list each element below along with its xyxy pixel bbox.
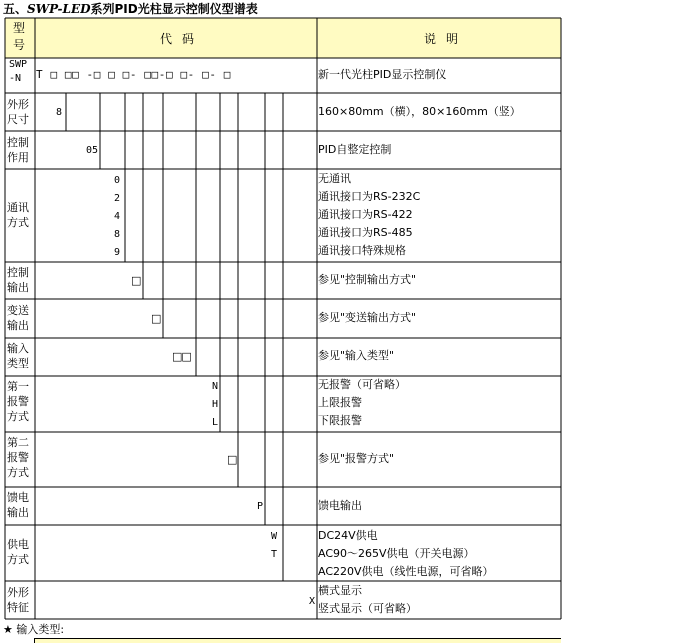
code-size: 8: [56, 107, 63, 118]
desc-comm-8: 通讯接口为RS-485: [318, 226, 413, 239]
label-transmit: 变送 输出: [7, 304, 29, 332]
code-alarm1-l: L: [212, 417, 219, 428]
label-size: 外形 尺寸: [7, 98, 29, 126]
code-input: □□: [172, 350, 191, 363]
code-comm-9: 9: [114, 247, 121, 258]
code-feed: P: [257, 501, 264, 512]
code-alarm2: □: [227, 453, 238, 466]
label-alarm1: 第一 报警 方式: [7, 380, 29, 423]
desc-alarm2: 参见"报警方式": [318, 452, 395, 465]
code-comm-4: 4: [114, 211, 121, 222]
label-input: 输入 类型: [7, 342, 29, 370]
desc-power-ac220: AC220V供电（线性电源，可省略）: [318, 565, 494, 578]
desc-comm-2: 通讯接口为RS-232C: [318, 190, 421, 203]
code-comm-8: 8: [114, 229, 121, 240]
code-ctrl-output: □: [131, 274, 142, 287]
desc-transmit: 参见"变送输出方式": [318, 311, 417, 324]
desc-comm-4: 通讯接口为RS-422: [318, 208, 413, 221]
label-control: 控制 作用: [7, 136, 29, 164]
desc-comm-0: 无通讯: [318, 172, 351, 185]
desc-control: PID自整定控制: [318, 143, 392, 156]
model-pattern: T □ □□ -□ □ □- □□-□ □- □- □: [36, 68, 232, 81]
code-alarm1-n: N: [212, 381, 219, 392]
header-desc: 说明: [424, 32, 469, 46]
desc-power-t: AC90～265V供电（开关电源）: [318, 547, 475, 560]
desc-alarm1-l: 下限报警: [318, 414, 362, 427]
page-title: 五、SWP-LED系列PID光柱显示控制仪型谱表: [3, 2, 258, 16]
desc-feed: 馈电输出: [318, 499, 362, 512]
desc-shape-h: 横式显示: [318, 584, 362, 597]
code-transmit: □: [151, 312, 162, 325]
label-shape: 外形 特征: [7, 586, 29, 614]
code-power-w: W: [271, 531, 278, 542]
desc-power-w: DC24V供电: [318, 529, 378, 542]
desc-input: 参见"输入类型": [318, 349, 395, 362]
model-prefix: SWP -N: [9, 59, 28, 84]
desc-model: 新一代光柱PID显示控制仪: [318, 68, 447, 81]
code-shape: X: [309, 596, 316, 607]
code-power-t: T: [271, 549, 278, 560]
desc-size: 160×80mm（横），80×160mm（竖）: [318, 105, 521, 118]
header-code: 代码: [160, 32, 205, 46]
code-comm-2: 2: [114, 193, 121, 204]
desc-alarm1-n: 无报警（可省略）: [318, 378, 406, 391]
footer-note: ★ 输入类型:: [3, 623, 65, 636]
header-bg: [5, 18, 561, 58]
label-comm: 通讯 方式: [7, 201, 29, 229]
label-alarm2: 第二 报警 方式: [7, 436, 29, 479]
desc-shape-v: 竖式显示（可省略）: [318, 602, 417, 615]
code-alarm1-h: H: [212, 399, 219, 410]
desc-ctrl-output: 参见"控制输出方式": [318, 273, 417, 286]
label-power: 供电 方式: [7, 538, 29, 566]
desc-alarm1-h: 上限报警: [318, 396, 362, 409]
desc-comm-9: 通讯接口特殊规格: [318, 244, 406, 257]
star-icon: ★: [3, 623, 13, 636]
label-ctrl-output: 控制 输出: [7, 266, 29, 294]
code-control: 05: [86, 145, 99, 156]
next-table-strip: [34, 638, 561, 643]
header-model: 型 号: [12, 21, 25, 52]
code-comm-0: 0: [114, 175, 121, 186]
label-feed: 馈电 输出: [7, 491, 29, 519]
